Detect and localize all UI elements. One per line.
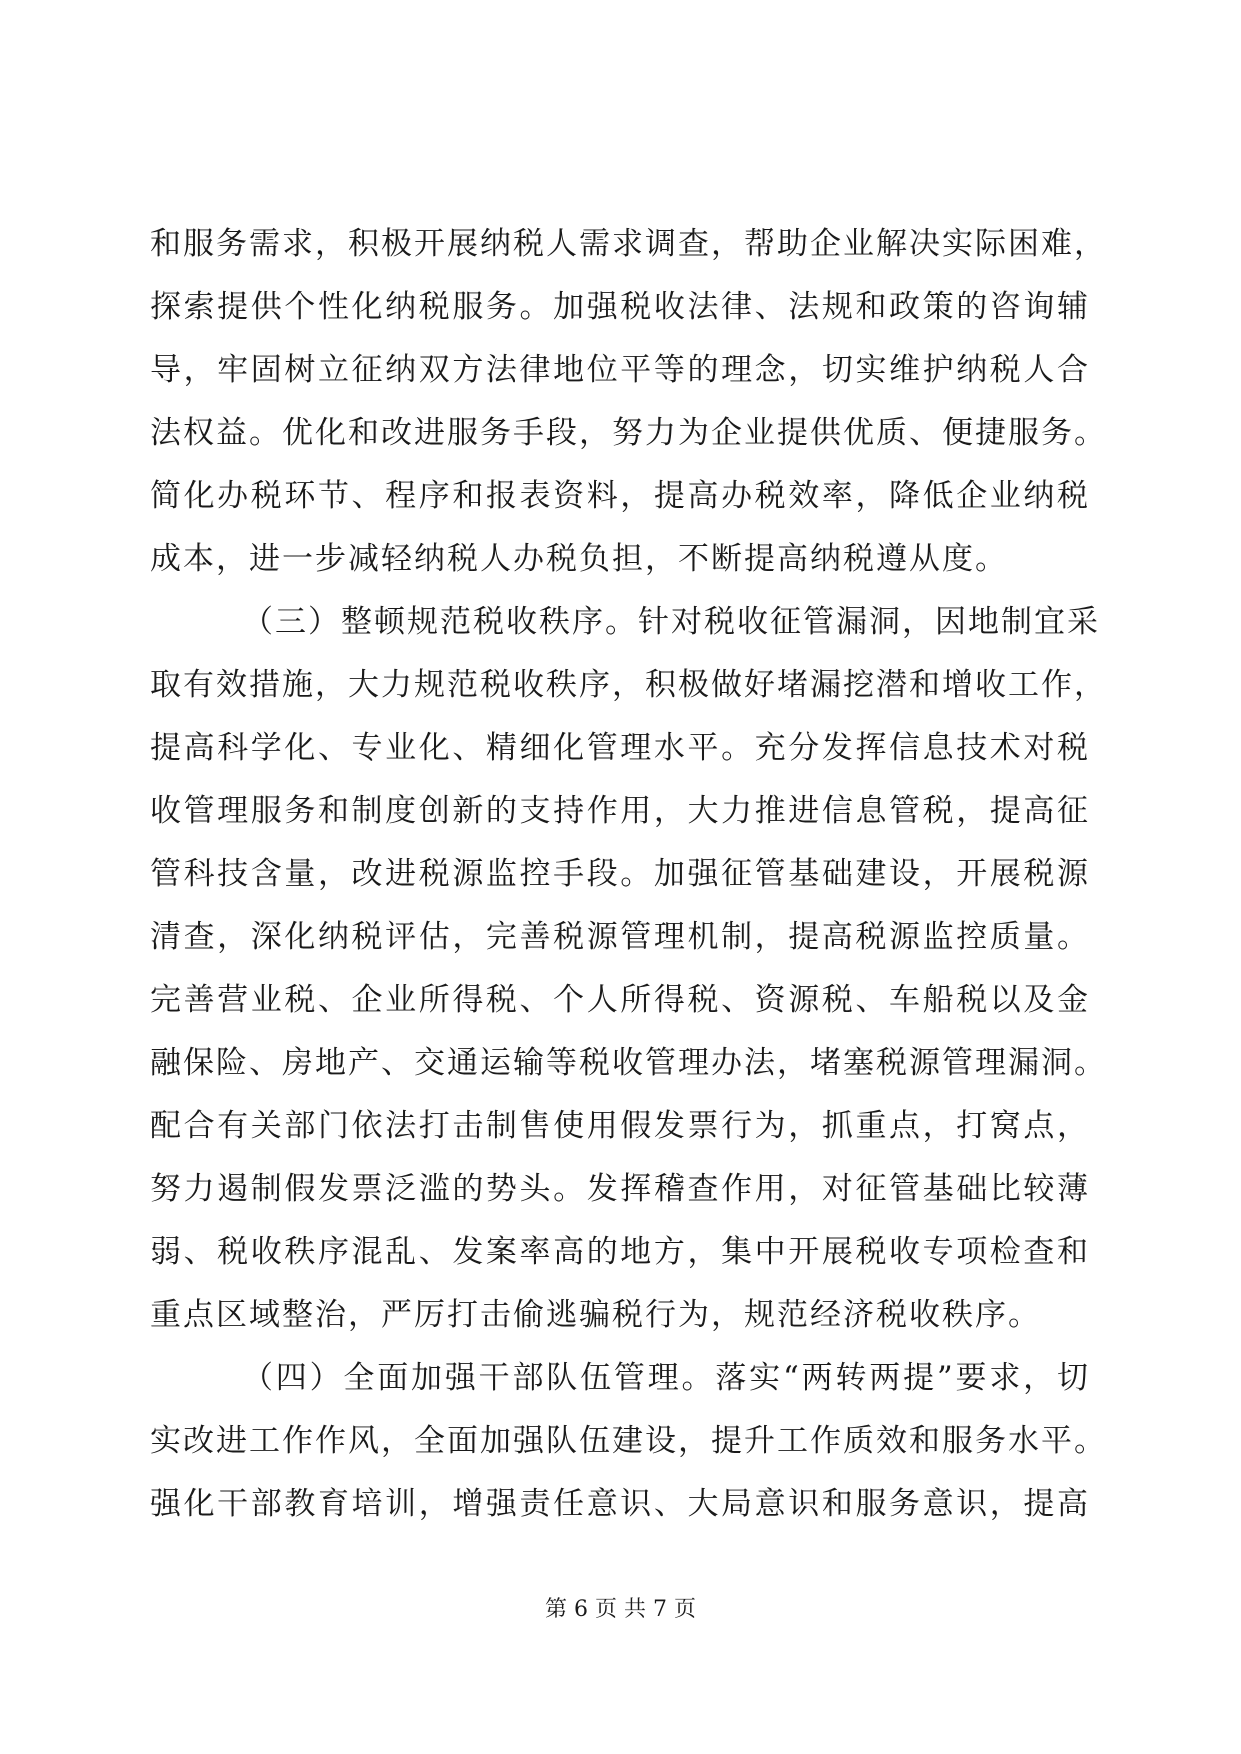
text-line: 管科技含量，改进税源监控手段。加强征管基础建设，开展税源 bbox=[150, 856, 1090, 892]
text-line: 强化干部教育培训，增强责任意识、大局意识和服务意识，提高 bbox=[150, 1486, 1090, 1522]
text-line: 成本，进一步减轻纳税人办税负担，不断提高纳税遵从度。 bbox=[150, 541, 1008, 577]
text-line: 提高科学化、专业化、精细化管理水平。充分发挥信息技术对税 bbox=[150, 730, 1090, 766]
text-line: 融保险、房地产、交通运输等税收管理办法，堵塞税源管理漏洞。 bbox=[150, 1045, 1107, 1081]
text-line: 和服务需求，积极开展纳税人需求调查，帮助企业解决实际困难， bbox=[150, 226, 1107, 262]
text-line: 清查，深化纳税评估，完善税源管理机制，提高税源监控质量。 bbox=[150, 919, 1090, 955]
text-line: 完善营业税、企业所得税、个人所得税、资源税、车船税以及金 bbox=[150, 982, 1090, 1018]
text-line: 配合有关部门依法打击制售使用假发票行为，抓重点，打窝点， bbox=[150, 1108, 1090, 1144]
text-line: 努力遏制假发票泛滥的势头。发挥稽查作用，对征管基础比较薄 bbox=[150, 1171, 1090, 1207]
page-number-footer: 第 6 页 共 7 页 bbox=[545, 1597, 696, 1622]
text-line: 实改进工作作风，全面加强队伍建设，提升工作质效和服务水平。 bbox=[150, 1423, 1107, 1459]
text-line: 弱、税收秩序混乱、发案率高的地方，集中开展税收专项检查和 bbox=[150, 1234, 1090, 1270]
text-line: 探索提供个性化纳税服务。加强税收法律、法规和政策的咨询辅 bbox=[150, 289, 1090, 325]
text-line: 法权益。优化和改进服务手段，努力为企业提供优质、便捷服务。 bbox=[150, 415, 1107, 451]
text-line: 取有效措施，大力规范税收秩序，积极做好堵漏挖潜和增收工作， bbox=[150, 667, 1107, 703]
document-body bbox=[150, 213, 1107, 1536]
text-line: 简化办税环节、程序和报表资料，提高办税效率，降低企业纳税 bbox=[150, 478, 1090, 514]
text-line: 导，牢固树立征纳双方法律地位平等的理念，切实维护纳税人合 bbox=[150, 352, 1090, 388]
section-heading-line: （三）整顿规范税收秩序。针对税收征管漏洞，因地制宜采 bbox=[242, 604, 1100, 640]
text-line: 重点区域整治，严厉打击偷逃骗税行为，规范经济税收秩序。 bbox=[150, 1297, 1041, 1333]
text-line: 收管理服务和制度创新的支持作用，大力推进信息管税，提高征 bbox=[150, 793, 1090, 829]
section-heading-line: （四）全面加强干部队伍管理。落实“两转两提”要求，切 bbox=[242, 1360, 1090, 1396]
